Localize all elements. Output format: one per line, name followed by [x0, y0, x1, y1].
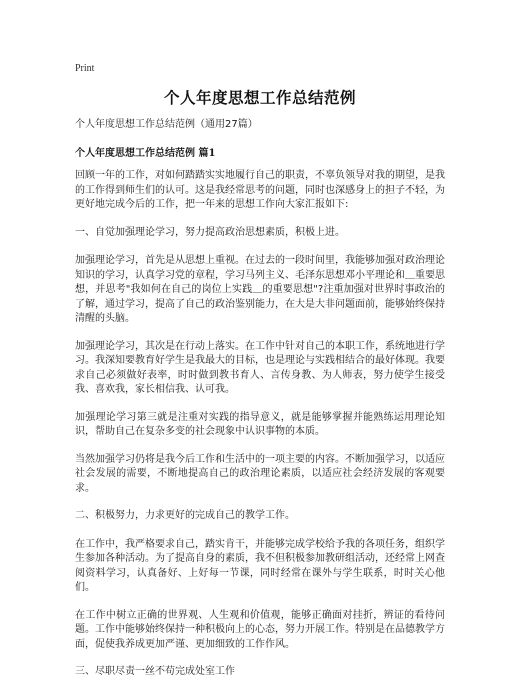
paragraph-2: 加强理论学习，其次是在行动上落实。在工作中针对自己的本职工作，系统地进行学习。我深知要教育好学生是我最大的目标，也是理论与实践相结合的最好体现。我要求自己必须做好表率，时时做到教书育人、言传身教、为人师表，努力使学生接受我、喜欢我，家长相信我、认可我。 [75, 340, 445, 395]
paragraph-1: 加强理论学习，首先是从思想上重视。在过去的一段时间里，我能够加强对政治理论知识的学习，认真学习党的章程，学习马列主义、毛泽东思想邓小平理论和＿重要思想，并思考"我如何在自己的岗位上实践＿的重要思想"?注重加强对世界时事政治的了解，通过学习，提高了自己的政治鉴别能力，在大是大非问题面前，能够始终保持清醒的头脑。 [75, 255, 445, 324]
paragraph-3: 加强理论学习第三就是注重对实践的指导意义，就是能够掌握并能熟练运用理论知识，帮助自己在复杂多变的社会现象中认识事物的本质。 [75, 411, 445, 437]
heading-2: 二、积极努力，力求更好的完成自己的教学工作。 [75, 510, 295, 521]
intro-paragraph: 回顾一年的工作，对如何踏踏实实地履行自己的职责，不辜负领导对我的期望，是我的工作得到师生们的认可。这是我经常思考的问题，同时也深感身上的担子不轻，为更好地完成今后的工作，把一年来的思想工作向大家汇报如下: [75, 170, 445, 210]
document-subtitle: 个人年度思想工作总结范例（通用27篇） [75, 119, 258, 130]
paragraph-6: 在工作中树立正确的世界观、人生观和价值观，能够正确面对挂折，辨证的看待问题。工作中能够始终保持一种积极向上的心态，努力开展工作。特别是在品德教学方面，促使我养成更加严谨、更加细致的工作作风。 [75, 609, 445, 650]
print-label: Print [75, 63, 95, 74]
heading-3: 三、尽职尽责一丝不苟完成处室工作 [75, 666, 235, 677]
heading-1: 一、自觉加强理论学习，努力提高政治思想素质，积极上进。 [75, 226, 345, 238]
document-title: 个人年度思想工作总结范例 [163, 89, 356, 107]
paragraph-4: 当然加强学习仍将是我今后工作和生活中的一项主要的内容。不断加强学习，以适应社会发展的需要，不断地提高自己的政治理论素质，以适应社会经济发展的客观要求。 [75, 453, 445, 494]
document-body [75, 118, 445, 694]
paragraph-5: 在工作中，我严格要求自己，踏实肯干，并能够完成学校给予我的各项任务，组织学生参加各种活动。为了提高自身的素质，我不但积极参加教研组活动，还经常上网查阅资料学习，认真备好、上好每一节课，同时经常在课外与学生联系，时时关心他们。 [75, 538, 445, 593]
section-title: 个人年度思想工作总结范例 篇1 [75, 147, 216, 159]
